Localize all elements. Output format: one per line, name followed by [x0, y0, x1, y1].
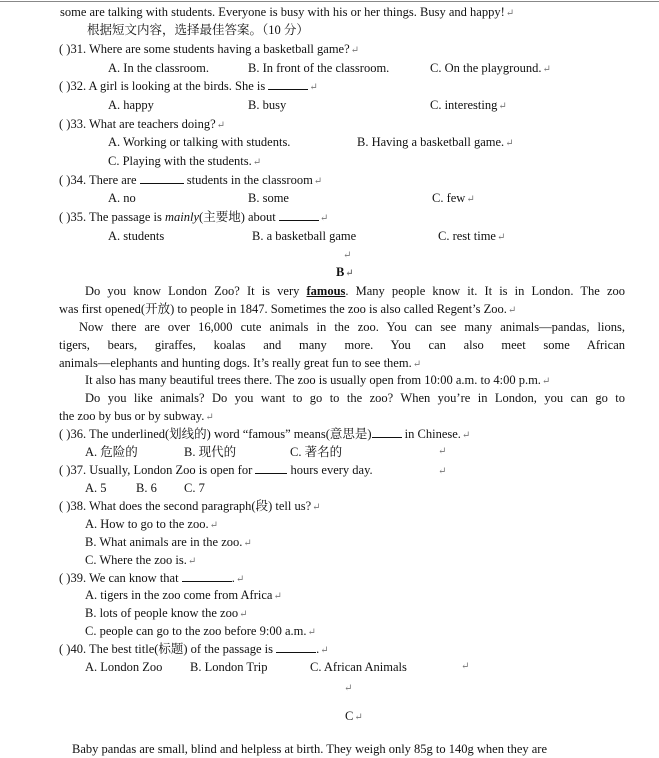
option-b[interactable]: B. 现代的 [184, 445, 237, 459]
option-b[interactable]: B. a basketball game [252, 229, 357, 243]
answer-blank[interactable] [276, 641, 316, 653]
passage-b-line: animals—elephants and hunting dogs. It’s really great fun to see them.↵ [59, 356, 422, 370]
section-c-heading: C↵ [345, 709, 363, 723]
option-c[interactable]: C. people can go to the zoo before 9:00 a.m.↵ [85, 624, 316, 638]
answer-blank[interactable] [279, 209, 319, 221]
option-c[interactable]: C. interesting↵ [430, 98, 507, 112]
question-37: ( )37. Usually, London Zoo is open for hours every day. [59, 463, 373, 477]
option-b[interactable]: B. some [248, 191, 289, 205]
option-c[interactable]: C. On the playground.↵ [430, 61, 551, 75]
option-b[interactable]: B. 6 [136, 481, 157, 495]
answer-blank[interactable] [182, 570, 232, 582]
option-a[interactable]: A. Working or talking with students. [108, 135, 291, 149]
passage-b-line: Now there are over 16,000 cute animals in the zoo. You can see many animals—pandas, lions, [79, 320, 625, 334]
option-a[interactable]: A. students [108, 229, 165, 243]
option-c[interactable]: C. 著名的 [290, 445, 343, 459]
passage-c-first-line: Baby pandas are small, blind and helpless at birth. They weigh only 85g to 140g when they are [72, 742, 548, 756]
option-a[interactable]: A. 危险的 [85, 445, 138, 459]
option-b[interactable]: B. London Trip [190, 660, 268, 674]
option-a[interactable]: A. In the classroom. [108, 61, 210, 75]
paragraph-mark: ↵ [438, 446, 447, 457]
option-c[interactable]: C. few↵ [432, 191, 475, 205]
option-c[interactable]: C. 7 [184, 481, 205, 495]
question-35: ( )35. The passage is mainly(主要地) about ↵ [59, 210, 329, 224]
option-a[interactable]: A. 5 [85, 481, 107, 495]
passage-b-line: Do you like animals? Do you want to go to the zoo? When you’re in London, you can go to [85, 391, 625, 405]
underlined-word: famous [306, 284, 346, 298]
paragraph-mark: ↵ [438, 466, 447, 477]
question-31: ( )31. Where are some students having a basketball game?↵ [59, 42, 360, 56]
question-32: ( )32. A girl is looking at the birds. She is ↵ [59, 79, 318, 93]
paragraph-mark: ↵ [344, 683, 353, 694]
answer-blank[interactable] [268, 78, 308, 90]
question-36: ( )36. The underlined(划线的) word “famous” means(意思是) in Chinese.↵ [59, 427, 471, 441]
question-40: ( )40. The best title(标题) of the passage is .↵ [59, 642, 329, 656]
question-38: ( )38. What does the second paragraph(段) tell us?↵ [59, 499, 321, 513]
question-39: ( )39. We can know that .↵ [59, 571, 245, 585]
answer-blank[interactable] [255, 462, 287, 474]
option-b[interactable]: B. lots of people know the zoo↵ [85, 606, 248, 620]
answer-blank[interactable] [140, 172, 184, 184]
option-a[interactable]: A. London Zoo [85, 660, 163, 674]
passage-b-line: the zoo by bus or by subway.↵ [59, 409, 214, 423]
passage-b-line: was first opened(开放) to people in 1847. Sometimes the zoo is also called Regent’s Zoo.↵ [59, 302, 517, 316]
option-c[interactable]: C. rest time↵ [438, 229, 506, 243]
option-a[interactable]: A. happy [108, 98, 154, 112]
option-a[interactable]: A. no [108, 191, 136, 205]
option-b[interactable]: B. In front of the classroom. [248, 61, 390, 75]
passage-a-last-line: some are talking with students. Everyone is busy with his or her things. Busy and happy!↵ [60, 5, 515, 19]
paragraph-mark: ↵ [343, 250, 352, 261]
question-33: ( )33. What are teachers doing?↵ [59, 117, 226, 131]
passage-b-line: It also has many beautiful trees there. The zoo is usually open from 10:00 a.m. to 4:00 p.m.↵ [85, 373, 551, 387]
option-c[interactable]: C. African Animals [310, 660, 407, 674]
option-c[interactable]: C. Playing with the students.↵ [108, 154, 262, 168]
option-a[interactable]: A. tigers in the zoo come from Africa↵ [85, 588, 282, 602]
answer-blank[interactable] [372, 426, 402, 438]
option-a[interactable]: A. How to go to the zoo.↵ [85, 517, 218, 531]
option-b[interactable]: B. What animals are in the zoo.↵ [85, 535, 252, 549]
paragraph-mark: ↵ [461, 661, 470, 672]
option-b[interactable]: B. busy [248, 98, 287, 112]
passage-b-line: Do you know London Zoo? It is very famous. Many people know it. It is in London. The zoo [85, 284, 625, 298]
option-b[interactable]: B. Having a basketball game.↵ [357, 135, 514, 149]
question-34: ( )34. There are students in the classroom↵ [59, 173, 323, 187]
instruction-text: 根据短文内容，选择最佳答案。（10 分） [87, 23, 309, 37]
section-b-heading: B↵ [336, 265, 354, 279]
passage-b-line: tigers, bears, giraffes, koalas and many more. You can also meet some African [59, 338, 625, 352]
page-top-rule [0, 1, 659, 2]
option-c[interactable]: C. Where the zoo is.↵ [85, 553, 197, 567]
